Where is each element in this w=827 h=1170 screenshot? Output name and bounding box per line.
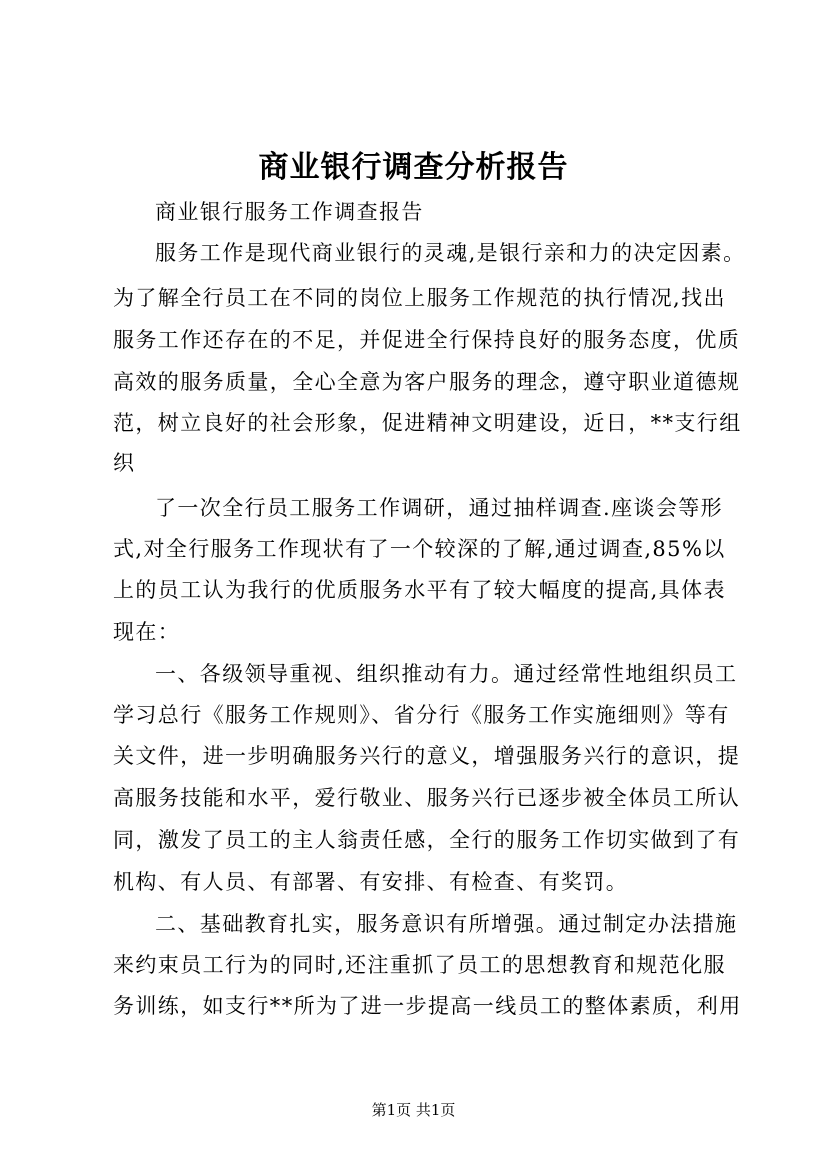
document-title: 商业银行调查分析报告	[258, 150, 569, 185]
paragraph-line: 一、各级领导重视、组织推动有力。通过经常性地组织员工	[155, 662, 738, 686]
paragraph-line: 式,对全行服务工作现状有了一个较深的了解,通过调查,85%以	[113, 537, 726, 561]
paragraph-line: 高服务技能和水平，爱行敬业、服务兴行已逐步被全体员工所认	[113, 786, 741, 810]
paragraph-line: 了一次全行员工服务工作调研，通过抽样调查.座谈会等形	[155, 496, 724, 520]
paragraph-line: 同，激发了员工的主人翁责任感，全行的服务工作切实做到了有	[113, 828, 741, 852]
paragraph-line: 机构、有人员、有部署、有安排、有检查、有奖罚。	[113, 870, 629, 894]
paragraph-line: 关文件，进一步明确服务兴行的意义，增强服务兴行的意识，提	[113, 744, 741, 768]
paragraph-line: 来约束员工行为的同时,还注重抓了员工的思想教育和规范化服	[113, 953, 726, 977]
paragraph-line: 上的员工认为我行的优质服务水平有了较大幅度的提高,具体表	[113, 578, 726, 602]
paragraph-line: 织	[113, 451, 136, 475]
paragraph-line: 高效的服务质量，全心全意为客户服务的理念，遵守职业道德规	[113, 370, 741, 394]
paragraph-line: 范，树立良好的社会形象，促进精神文明建设，近日，**支行组	[113, 411, 742, 435]
paragraph-line: 务训练，如支行**所为了进一步提高一线员工的整体素质，利用	[113, 994, 742, 1018]
paragraph-line: 现在：	[113, 620, 181, 644]
paragraph-line: 服务工作还存在的不足，并促进全行保持良好的服务态度，优质	[113, 328, 741, 352]
paragraph-line: 二、基础教育扎实，服务意识有所增强。通过制定办法措施	[155, 912, 738, 936]
page-number-footer: 第1页 共1页	[371, 1101, 456, 1119]
subtitle-line: 商业银行服务工作调查报告	[155, 200, 424, 224]
paragraph-line: 学习总行《服务工作规则》、省分行《服务工作实施细则》等有	[113, 703, 730, 727]
paragraph-line: 为了解全行员工在不同的岗位上服务工作规范的执行情况,找出	[113, 286, 726, 310]
paragraph-line: 服务工作是现代商业银行的灵魂,是银行亲和力的决定因素。	[155, 241, 746, 265]
